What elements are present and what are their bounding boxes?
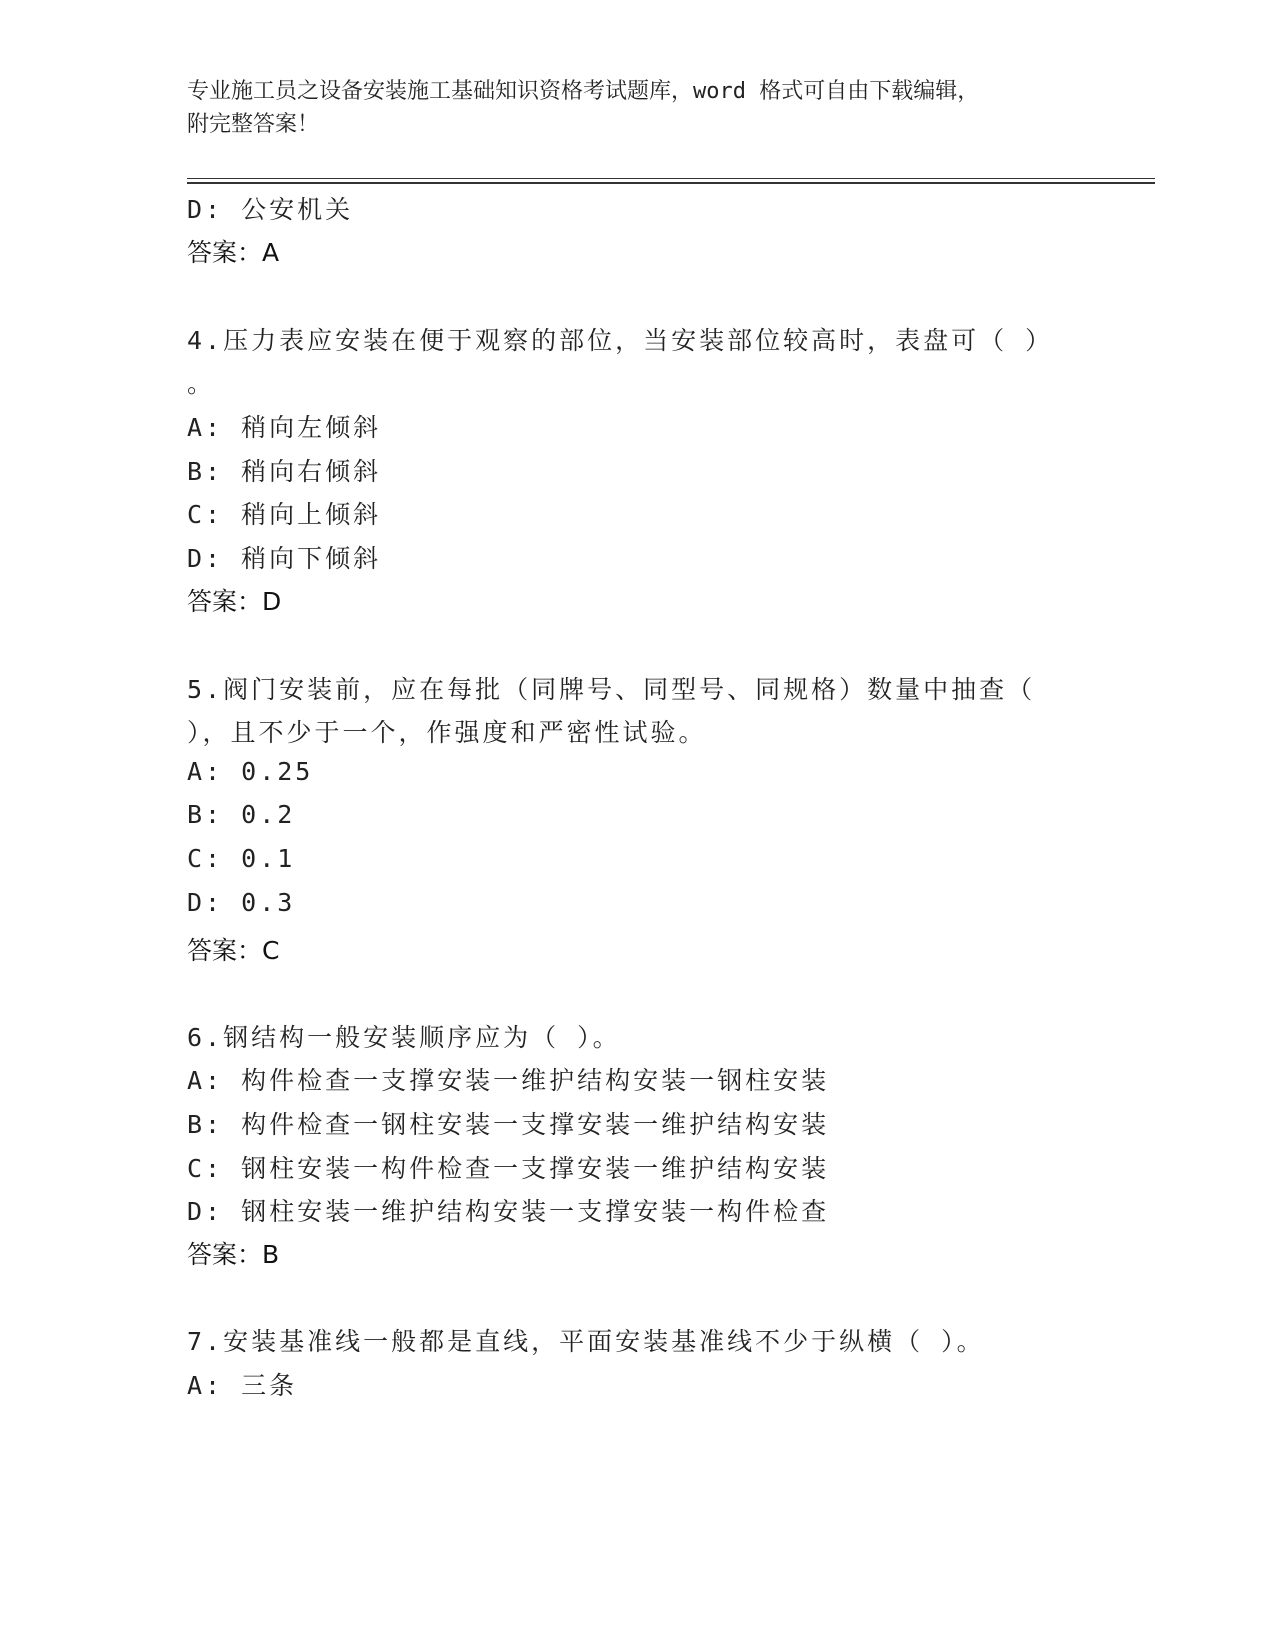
q4-option-d: D: 稍向下倾斜	[187, 544, 382, 573]
q5-option-a: A: 0.25	[187, 757, 314, 786]
header-line-2: 附完整答案！	[187, 112, 320, 137]
q4-option-b: B: 稍向右倾斜	[187, 457, 382, 486]
q6-option-d: D: 钢柱安装一维护结构安装一支撑安装一构件检查	[187, 1197, 830, 1226]
prev-option-d: D: 公安机关	[187, 195, 354, 224]
q5-option-c: C: 0.1	[187, 844, 296, 873]
q7-option-a: A: 三条	[187, 1371, 298, 1400]
q5-option-b: B: 0.2	[187, 800, 296, 829]
q4-option-a: A: 稍向左倾斜	[187, 413, 382, 442]
q4-stem-line-1: 4.压力表应安装在便于观察的部位，当安装部位较高时，表盘可（ ）	[187, 326, 1054, 355]
q7-stem-line-1: 7.安装基准线一般都是直线，平面安装基准线不少于纵横（ ）。	[187, 1327, 985, 1356]
q6-stem-line-1: 6.钢结构一般安装顺序应为（ ）。	[187, 1023, 621, 1052]
q6-answer: 答案：B	[187, 1240, 280, 1269]
header-divider-thin	[187, 178, 1155, 179]
q6-option-b: B: 构件检查一钢柱安装一支撑安装一维护结构安装	[187, 1110, 830, 1139]
q4-option-c: C: 稍向上倾斜	[187, 500, 382, 529]
q6-option-c: C: 钢柱安装一构件检查一支撑安装一维护结构安装	[187, 1154, 830, 1183]
prev-answer: 答案：A	[187, 238, 280, 267]
q6-option-a: A: 构件检查一支撑安装一维护结构安装一钢柱安装	[187, 1066, 830, 1095]
q5-option-d: D: 0.3	[187, 888, 296, 917]
document-header	[187, 75, 1067, 141]
q5-answer: 答案：C	[187, 936, 280, 965]
header-line-1: 专业施工员之设备安装施工基础知识资格考试题库，word 格式可自由下载编辑，	[187, 79, 980, 104]
header-divider-thick	[187, 182, 1155, 184]
q4-stem-line-2: 。	[187, 369, 216, 398]
q5-stem-line-2: ），且不少于一个，作强度和严密性试验。	[187, 718, 707, 747]
q5-stem-line-1: 5.阀门安装前，应在每批（同牌号、同型号、同规格）数量中抽查（	[187, 675, 1036, 704]
q4-answer: 答案：D	[187, 587, 282, 616]
